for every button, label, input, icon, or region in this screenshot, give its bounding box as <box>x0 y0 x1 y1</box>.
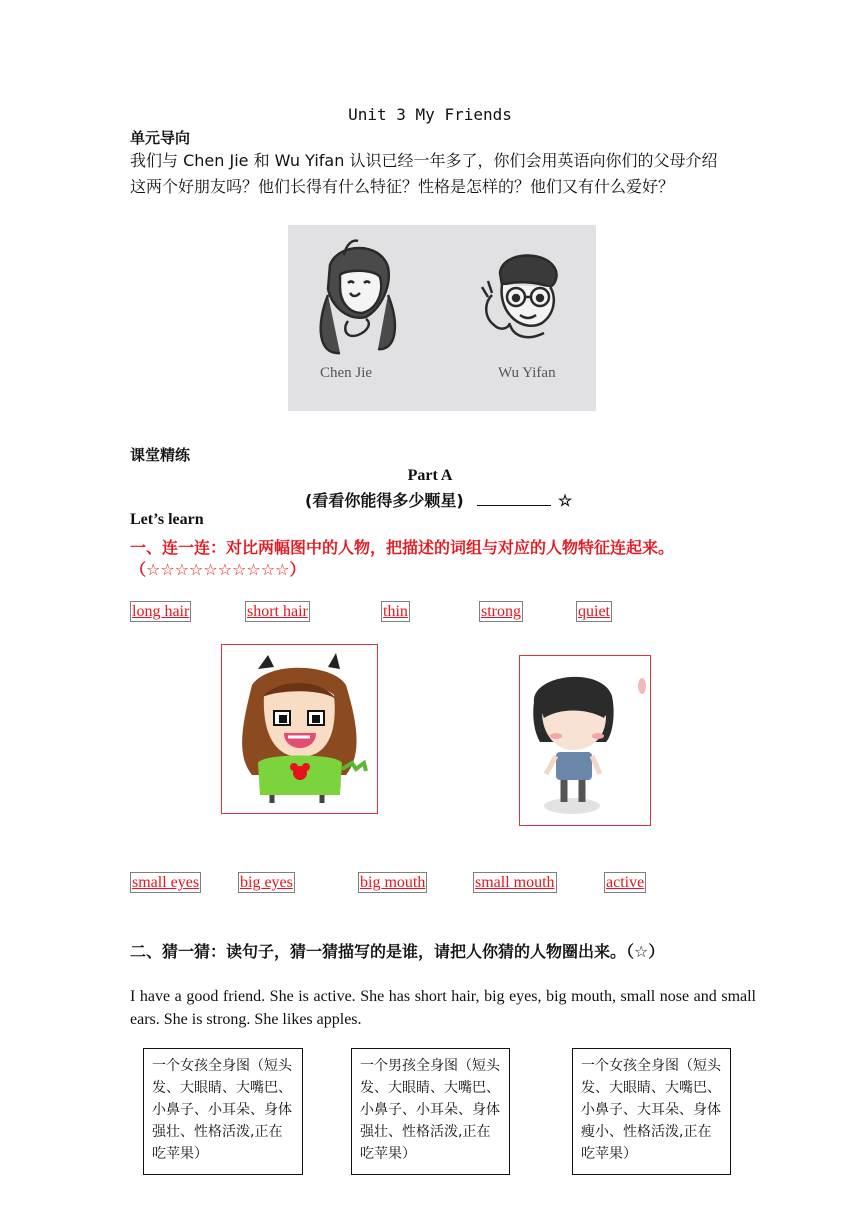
intro-line-1: 我们与 Chen Jie 和 Wu Yifan 认识已经一年多了，你们会用英语向你们的父母介绍 <box>130 151 718 170</box>
option-box-girl-thin[interactable]: 一个女孩全身图（短头发、大眼睛、大嘴巴、小鼻子、大耳朵、身体瘦小、性格活泼,正在吃苹果） <box>572 1048 731 1175</box>
lets-learn-heading: Let’s learn <box>130 511 204 528</box>
word-big-mouth[interactable]: big mouth <box>360 874 426 891</box>
word-quiet[interactable]: quiet <box>578 603 610 620</box>
part-title: Part A <box>407 467 453 484</box>
boy-cartoon-image <box>520 656 650 825</box>
sketch-illustration <box>288 225 596 411</box>
chen-jie-wu-yifan-photo <box>288 225 596 411</box>
q1-instruction: 一、连一连：对比两幅图中的人物，把描述的词组与对应的人物特征连起来。 <box>130 538 675 557</box>
stars-row <box>305 488 572 511</box>
word-small-eyes[interactable]: small eyes <box>132 874 200 891</box>
practice-heading: 课堂精练 <box>130 446 191 464</box>
label-chen-jie: Chen Jie <box>320 365 373 381</box>
intro-line-2: 这两个好朋友吗？他们长得有什么特征？性格是怎样的？他们又有什么爱好？ <box>130 177 675 196</box>
unit-title: Unit 3 My Friends <box>348 105 512 124</box>
girl-cartoon-frame[interactable] <box>221 644 378 814</box>
stars-prompt: (看看你能得多少颗星) <box>305 491 464 510</box>
word-short-hair[interactable]: short hair <box>247 603 308 620</box>
label-wu-yifan: Wu Yifan <box>498 365 556 381</box>
stars-blank[interactable] <box>477 505 551 506</box>
word-small-mouth[interactable]: small mouth <box>475 874 555 891</box>
word-long-hair[interactable]: long hair <box>132 603 190 620</box>
intro-heading: 单元导向 <box>130 129 191 147</box>
girl-cartoon-image <box>222 645 377 813</box>
q1-stars: （☆☆☆☆☆☆☆☆☆☆） <box>130 560 306 579</box>
option-box-girl-strong[interactable]: 一个女孩全身图（短头发、大眼睛、大嘴巴、小鼻子、小耳朵、身体强壮、性格活泼,正在吃苹果） <box>143 1048 303 1175</box>
word-strong[interactable]: strong <box>481 603 521 620</box>
boy-cartoon-frame[interactable] <box>519 655 651 826</box>
star-icon: ☆ <box>557 493 573 510</box>
q2-instruction: 二、猜一猜：读句子，猜一猜描写的是谁，请把人你猜的人物圈出来。（☆） <box>130 942 665 961</box>
word-big-eyes[interactable]: big eyes <box>240 874 293 891</box>
option-box-boy[interactable]: 一个男孩全身图（短头发、大眼睛、大嘴巴、小鼻子、小耳朵、身体强壮、性格活泼,正在吃苹果） <box>351 1048 510 1175</box>
q2-passage: I have a good friend. She is active. She has short hair, big eyes, big mouth, small nose and small ears. She is strong. She likes apples. <box>130 988 756 1028</box>
word-active[interactable]: active <box>606 874 645 891</box>
word-thin[interactable]: thin <box>383 603 408 620</box>
